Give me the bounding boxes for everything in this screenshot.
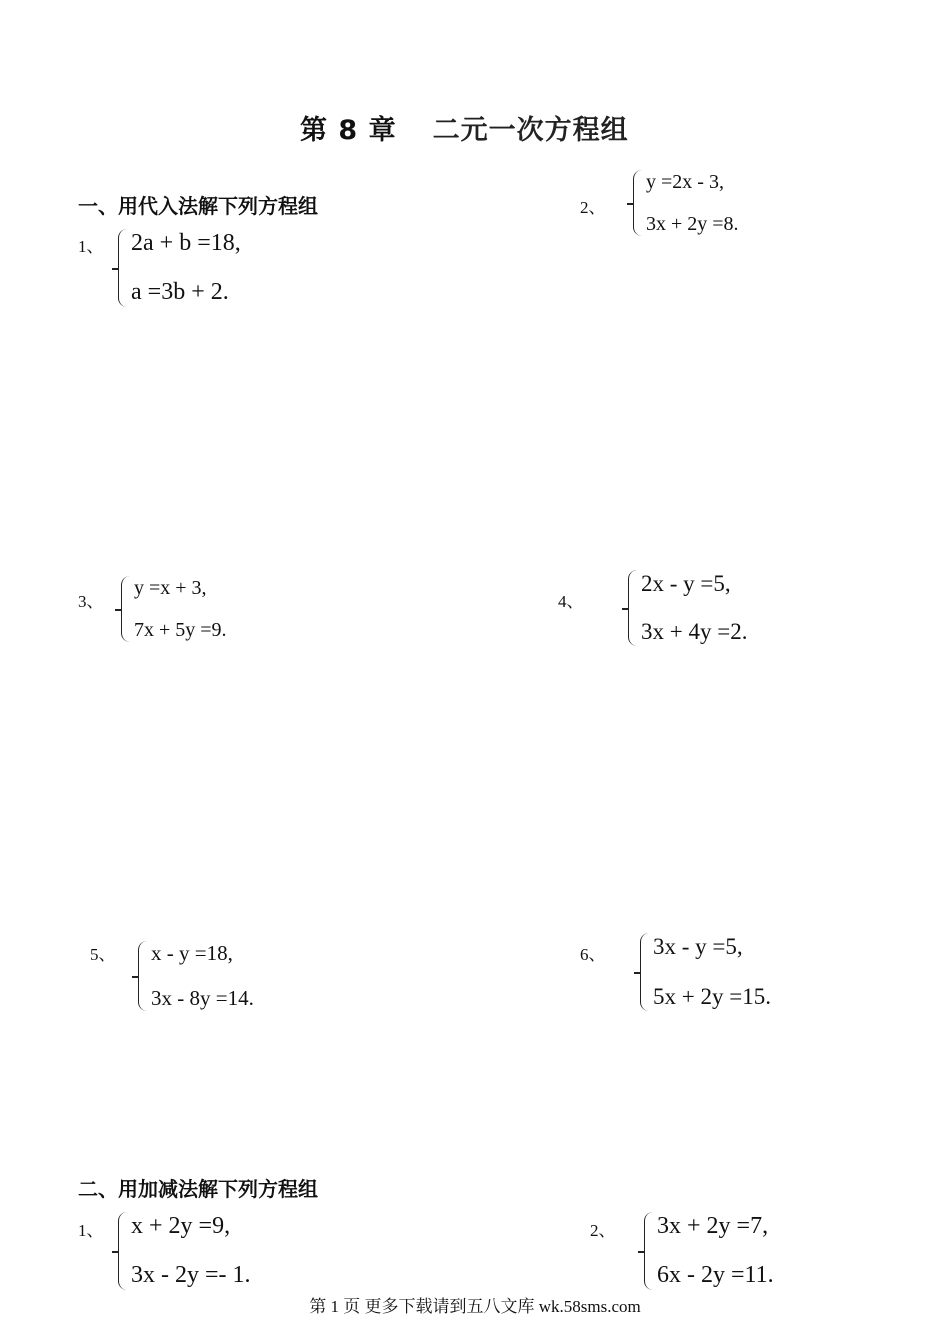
equation-line: 3x - 2y =- 1. [131,1262,251,1289]
equation-line: 3x - 8y =14. [151,985,254,1010]
problem-number: 2、 [590,1221,616,1240]
problem-number: 1、 [78,237,104,256]
equation-line: x - y =18, [151,941,233,965]
section-heading-substitution: 一、用代入法解下列方程组 [78,194,318,218]
equation-system [633,170,739,236]
equation-line: y =x + 3, [134,577,207,599]
chapter-label: 第 8 章 [300,115,397,146]
problem-number: 6、 [580,945,606,964]
equation-line: x + 2y =9, [131,1213,231,1239]
equation-line: 3x + 2y =8. [646,213,739,235]
equation-line: 2x - y =5, [641,571,731,596]
brace-icon [633,170,642,236]
equation-line: a =3b + 2. [131,279,229,306]
equation-system [138,941,254,1011]
equation-system [628,570,747,646]
equation-line: 3x - y =5, [653,934,743,959]
brace-icon [628,570,637,646]
problem-number: 5、 [90,945,116,964]
problem-number: 2、 [580,198,606,217]
equation-line: 7x + 5y =9. [134,619,227,641]
brace-icon [640,933,649,1011]
equation-line: 6x - 2y =11. [657,1262,774,1289]
problem-number: 1、 [78,1221,104,1240]
brace-icon [138,941,147,1011]
problem-number: 3、 [78,592,104,611]
brace-icon [121,576,130,642]
brace-icon [644,1212,653,1290]
brace-icon [118,229,127,307]
equation-line: 3x + 4y =2. [641,619,748,645]
chapter-topic: 二元一次方程组 [432,115,629,146]
equation-system [121,576,227,642]
equation-line: 3x + 2y =7, [657,1213,769,1239]
brace-icon [118,1212,127,1290]
page-footer: 第 1 页 更多下载请到五八文库 wk.58sms.com [309,1297,641,1316]
equation-line: y =2x - 3, [646,171,724,193]
section-heading-elimination: 二、用加减法解下列方程组 [78,1177,318,1201]
equation-system [640,933,771,1011]
equation-system [118,1212,251,1290]
equation-line: 5x + 2y =15. [653,984,771,1010]
problem-number: 4、 [558,592,584,611]
equation-system [644,1212,774,1290]
equation-line: 2a + b =18, [131,230,241,256]
equation-system [118,229,241,307]
page-title [300,108,629,147]
